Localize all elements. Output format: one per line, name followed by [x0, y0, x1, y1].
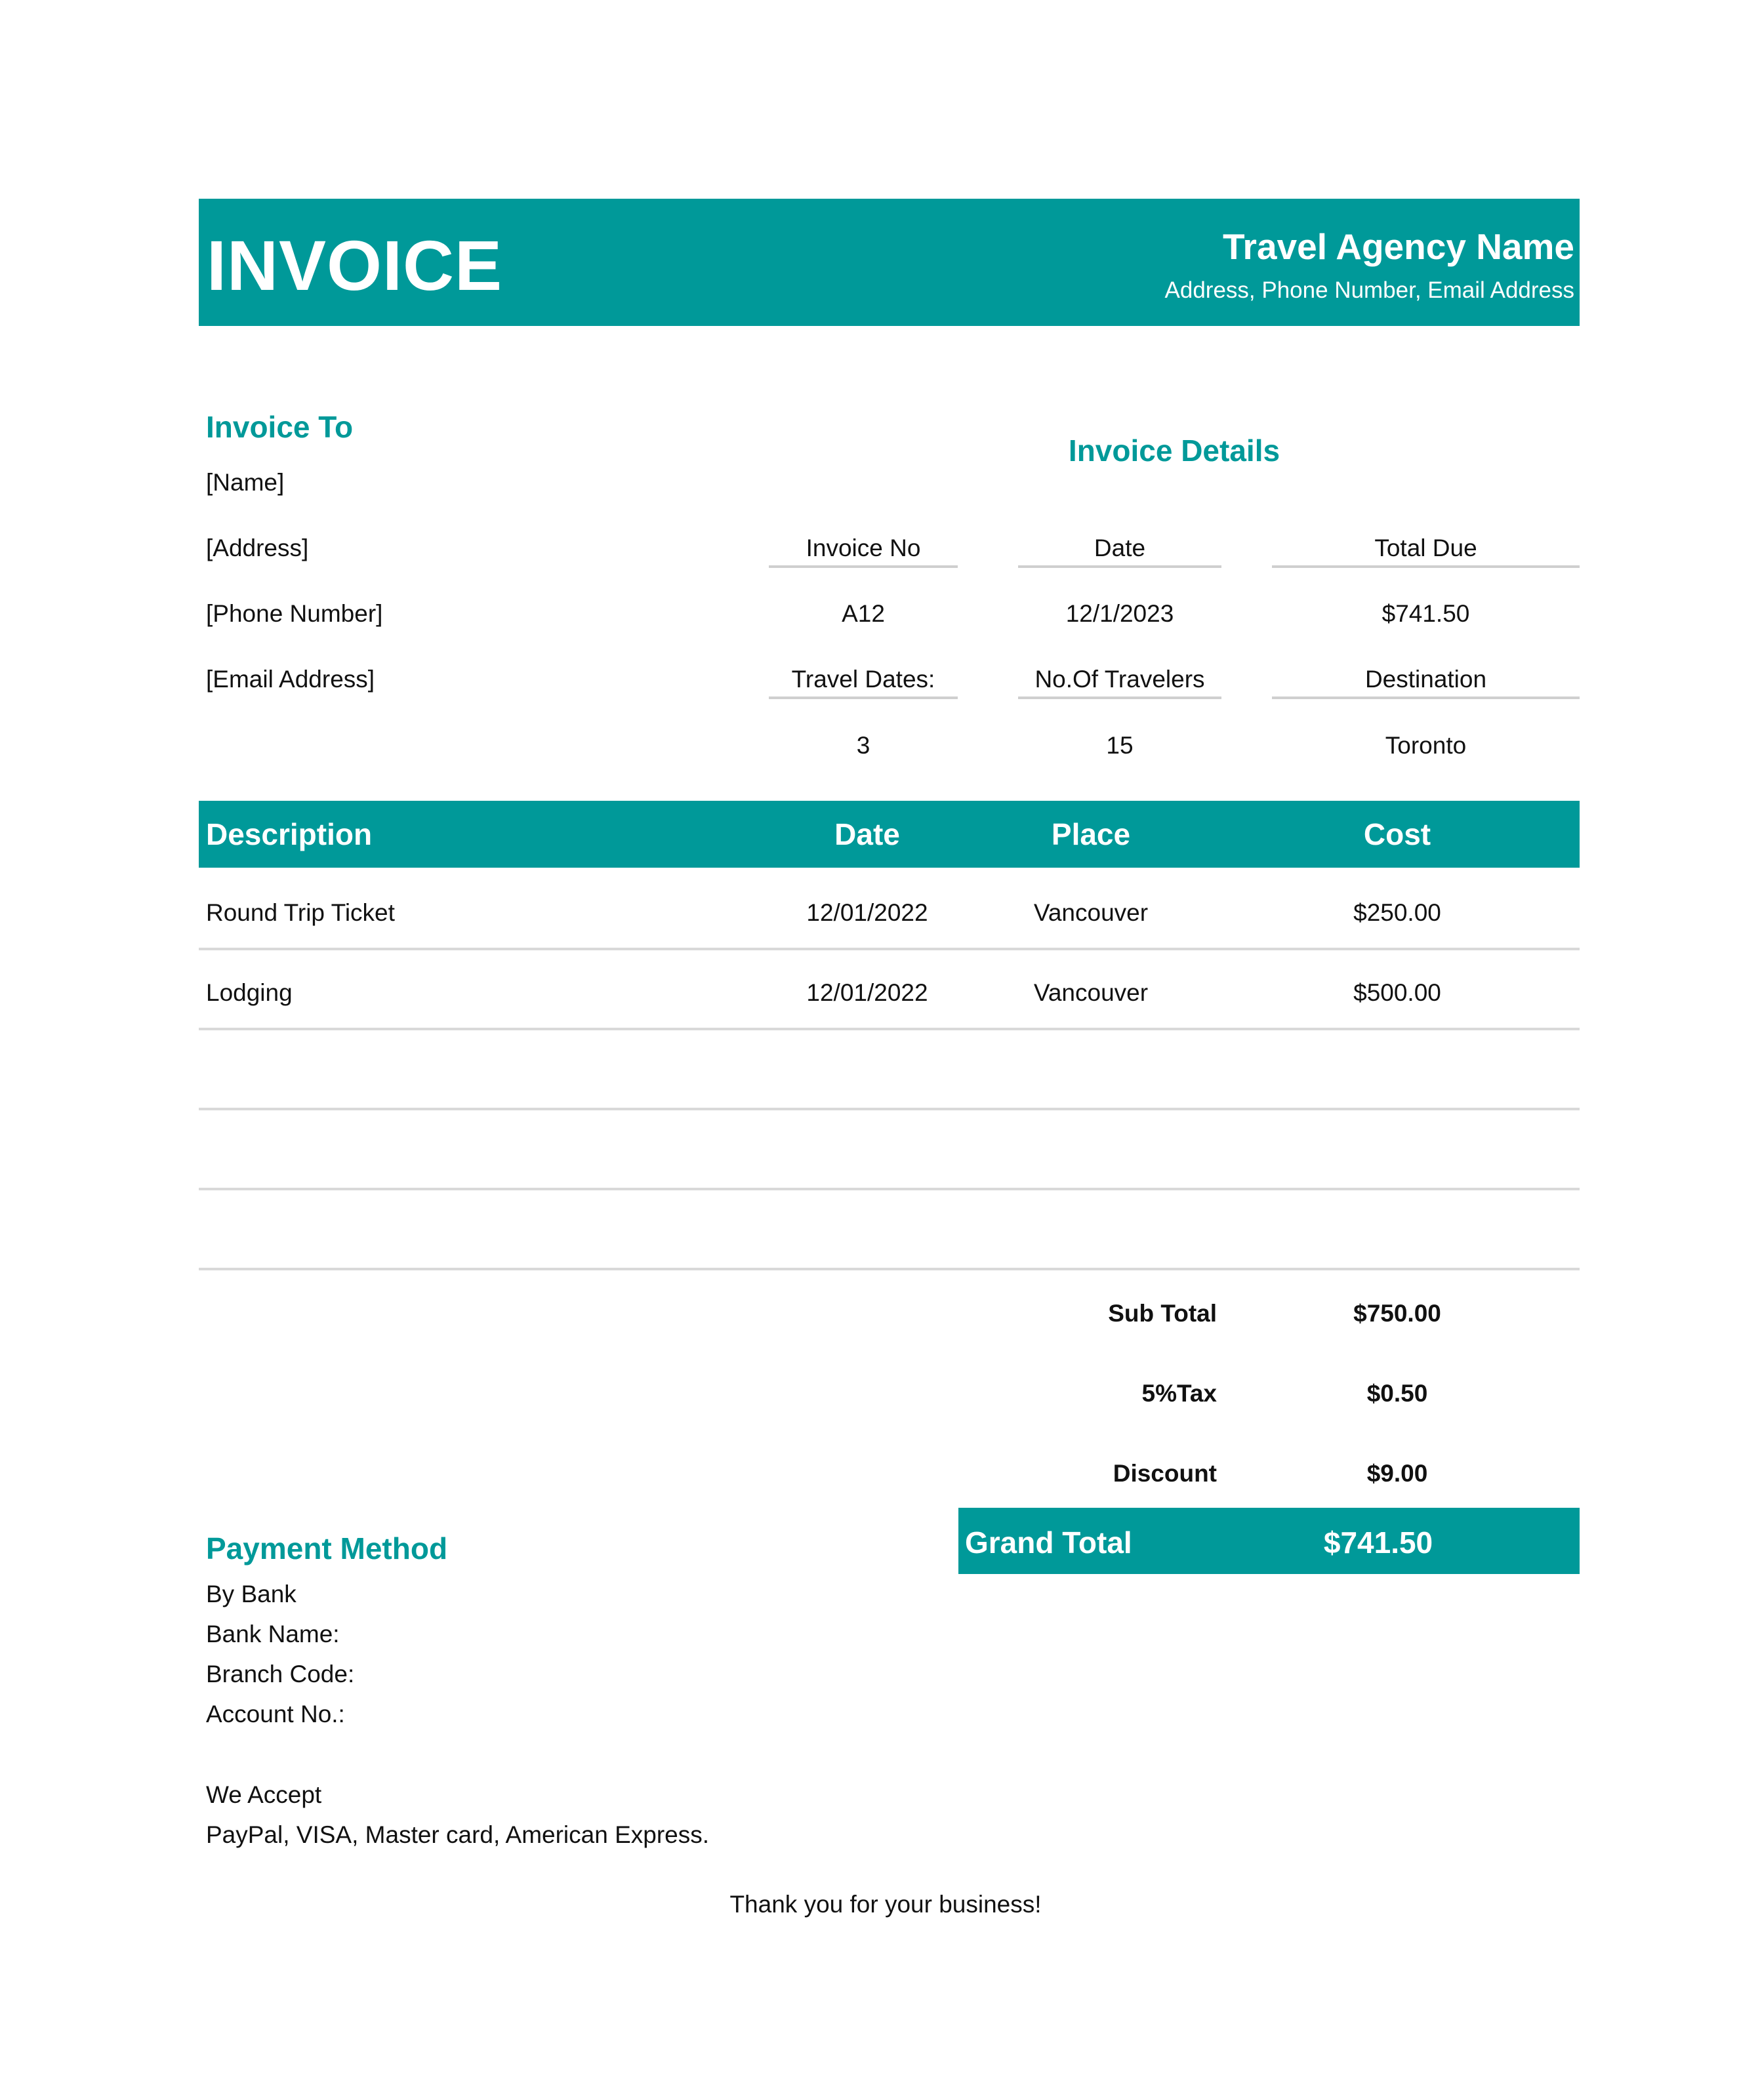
detail-value-travel-dates: 3: [856, 732, 870, 759]
accepted-payments: PayPal, VISA, Master card, American Express.: [206, 1821, 710, 1848]
detail-label-date: Date: [1018, 536, 1221, 568]
item-date: 12/01/2022: [806, 979, 928, 1006]
grand-total-label: Grand Total: [965, 1525, 1132, 1560]
invoice-to-phone: [Phone Number]: [206, 600, 383, 627]
item-description: Lodging: [206, 979, 293, 1006]
item-place: Vancouver: [1033, 899, 1149, 926]
table-row-divider: [199, 948, 1580, 950]
tax-value: $0.50: [1366, 1380, 1428, 1407]
agency-contact: Address, Phone Number, Email Address: [1164, 277, 1574, 303]
payment-line: Bank Name:: [206, 1621, 340, 1647]
grand-total-band: [958, 1508, 1580, 1574]
column-header-cost: Cost: [1363, 817, 1431, 851]
detail-value-date: 12/1/2023: [1065, 600, 1174, 627]
invoice-details-heading: Invoice Details: [1068, 434, 1280, 468]
header-band: [199, 199, 1580, 326]
discount-value: $9.00: [1366, 1460, 1428, 1487]
column-header-date: Date: [834, 817, 900, 851]
invoice-to-address: [Address]: [206, 535, 309, 561]
column-header-description: Description: [206, 817, 373, 851]
table-row-divider: [199, 1108, 1580, 1110]
item-description: Round Trip Ticket: [206, 899, 395, 926]
detail-value-destination: Toronto: [1385, 732, 1467, 759]
invoice-to-heading: Invoice To: [206, 410, 354, 444]
payment-line: By Bank: [206, 1581, 297, 1607]
detail-value-travelers: 15: [1106, 732, 1134, 759]
item-date: 12/01/2022: [806, 899, 928, 926]
detail-value-invoice-no: A12: [842, 600, 885, 627]
payment-line: Account No.:: [206, 1701, 345, 1727]
item-place: Vancouver: [1033, 979, 1149, 1006]
detail-label-invoice-no: Invoice No: [769, 536, 958, 568]
subtotal-label: Sub Total: [1108, 1300, 1217, 1327]
table-row-divider: [199, 1028, 1580, 1030]
thank-you-note: Thank you for your business!: [729, 1891, 1042, 1918]
detail-label-travelers: No.Of Travelers: [1018, 667, 1221, 699]
we-accept-heading: We Accept: [206, 1781, 322, 1808]
detail-label-destination: Destination: [1272, 667, 1580, 699]
payment-method-heading: Payment Method: [206, 1531, 448, 1565]
item-cost: $500.00: [1353, 979, 1441, 1006]
table-row-divider: [199, 1268, 1580, 1270]
detail-label-total-due: Total Due: [1272, 536, 1580, 568]
tax-label: 5%Tax: [1141, 1380, 1217, 1407]
detail-value-total-due: $741.50: [1381, 600, 1470, 627]
grand-total-value: $741.50: [1323, 1525, 1433, 1560]
column-header-place: Place: [1051, 817, 1131, 851]
invoice-to-email: [Email Address]: [206, 666, 375, 693]
item-cost: $250.00: [1353, 899, 1441, 926]
items-table-header: [199, 801, 1580, 868]
invoice-to-name: [Name]: [206, 469, 285, 496]
payment-line: Branch Code:: [206, 1661, 355, 1687]
detail-label-travel-dates: Travel Dates:: [769, 667, 958, 699]
agency-name: Travel Agency Name: [1222, 226, 1574, 267]
discount-label: Discount: [1113, 1460, 1217, 1487]
invoice-title: INVOICE: [207, 226, 503, 305]
subtotal-value: $750.00: [1353, 1300, 1441, 1327]
table-row-divider: [199, 1188, 1580, 1190]
